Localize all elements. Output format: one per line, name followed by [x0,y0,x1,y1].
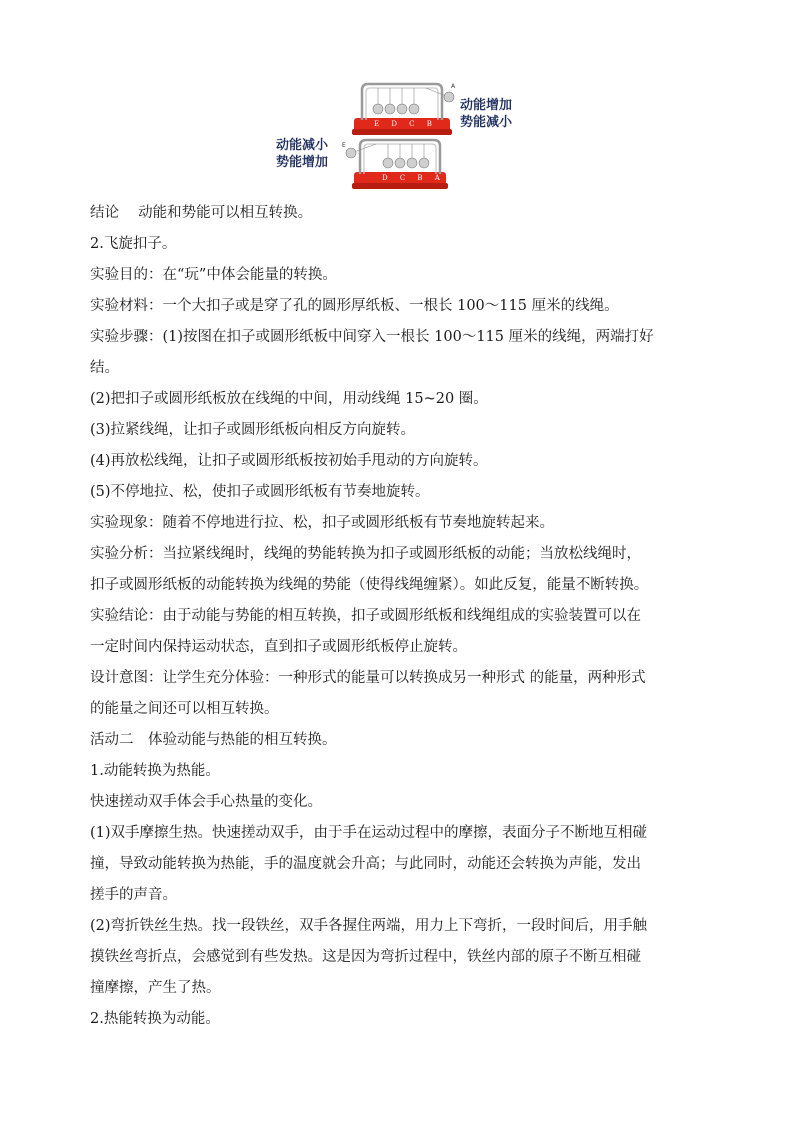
paragraph-line: (2)把扣子或圆形纸板放在线绳的中间，用动线绳 15~20 圈。 [90,391,488,407]
paragraph-line: (5)不停地拉、松，使扣子或圆形纸板有节奏地旋转。 [90,484,430,500]
paragraph-line: 快速搓动双手体会手心热量的变化。 [90,794,322,810]
body-text [90,198,710,1035]
paragraph-line: 摸铁丝弯折点，会感觉到有些发热。这是因为弯折过程中，铁丝内部的原子不断互相碰 [90,949,641,965]
paragraph-line: 撞，导致动能转换为热能，手的温度就会升高；与此同时，动能还会转换为声能，发出 [90,856,641,872]
paragraph-line: (4)再放松线绳，让扣子或圆形纸板按初始手甩动的方向旋转。 [90,453,488,469]
paragraph-line: 实验材料：一个大扣子或是穿了孔的圆形厚纸板、一根长 100～115 厘米的线绳。 [90,298,619,314]
paragraph-line: (3)拉紧线绳，让扣子或圆形纸板向相反方向旋转。 [90,422,416,438]
top-ball-letter: A [451,83,456,90]
newton-cradle-bottom [342,136,452,192]
paragraph-line: 实验步骤：(1)按图在扣子或圆形纸板中间穿入一根长 100～115 厘米的线绳，两端打好 [90,329,654,345]
paragraph-line: 结论 动能和势能可以相互转换。 [90,205,313,221]
bottom-caption-line-1: 动能减小 [276,138,329,153]
paragraph-line: 1.动能转换为热能。 [90,763,220,779]
paragraph-line: 2.热能转换为动能。 [90,1011,220,1027]
bottom-caption-line-2: 势能增加 [276,155,329,170]
top-caption-line-1: 动能增加 [460,98,513,113]
paragraph-line: (2)弯折铁丝生热。找一段铁丝，双手各握住两端，用力上下弯折，一段时间后，用手触 [90,918,648,934]
paragraph-line: 扣子或圆形纸板的动能转换为线绳的势能（使得线绳缠紧）。如此反复，能量不断转换。 [90,577,649,593]
paragraph-line: 结。 [90,360,119,376]
paragraph-line: 实验目的：在“玩”中体会能量的转换。 [90,267,337,283]
paragraph-line: 实验分析：当拉紧线绳时，线绳的势能转换为扣子或圆形纸板的动能；当放松线绳时， [90,546,641,562]
paragraph-line: 设计意图：让学生充分体验：一种形式的能量可以转换成另一种形式 的能量，两种形式 [90,670,646,686]
paragraph-line: 2.飞旋扣子。 [90,236,177,252]
paragraph-line: 的能量之间还可以相互转换。 [90,701,279,717]
newton-cradle-bottom-drawing [342,136,452,192]
top-base-label: E D C B [374,120,437,128]
top-caption [460,97,512,131]
paragraph-line: 撞摩擦，产生了热。 [90,980,221,996]
newton-cradle-figure [270,80,530,192]
top-caption-line-2: 势能减小 [460,115,513,130]
paragraph-line: 实验结论：由于动能与势能的相互转换，扣子或圆形纸板和线绳组成的实验装置可以在 [90,608,641,624]
newton-cradle-top-drawing [350,80,455,138]
paragraph-line: 一定时间内保持运动状态，直到扣子或圆形纸板停止旋转。 [90,639,467,655]
paragraph-line: (1)双手摩擦生热。快速搓动双手，由于手在运动过程中的摩擦，表面分子不断地互相碰 [90,825,648,841]
bottom-ball-letter: E [342,142,346,149]
paragraph-line: 活动二 体验动能与热能的相互转换。 [90,732,337,748]
bottom-caption [276,137,328,171]
newton-cradle-top [350,80,455,138]
paragraph-line: 搓手的声音。 [90,887,177,903]
paragraph-line: 实验现象：随着不停地进行拉、松，扣子或圆形纸板有节奏地旋转起来。 [90,515,554,531]
bottom-base-label: D C B A [382,174,445,182]
